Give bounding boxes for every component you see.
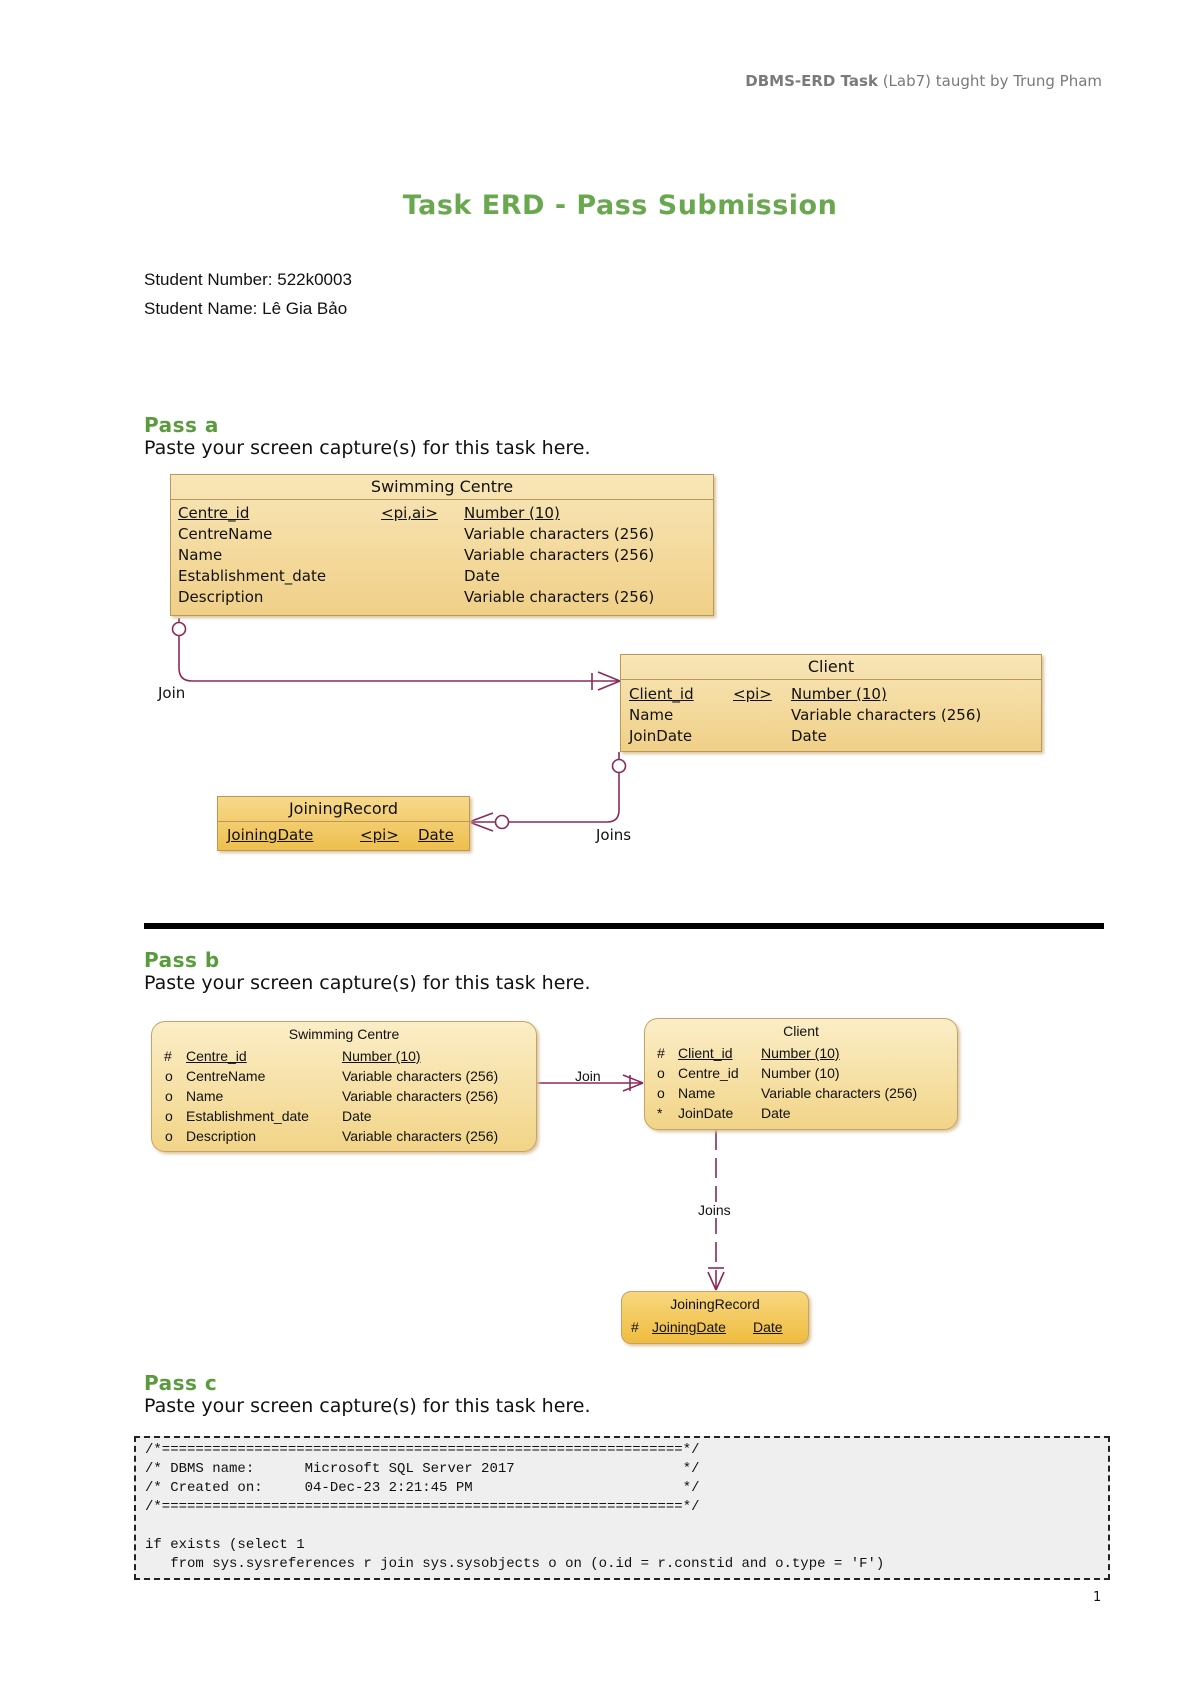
code-line: /* DBMS name: Microsoft SQL Server 2017 */: [145, 1461, 700, 1477]
attr-type: Number (10): [791, 685, 887, 703]
attr-key: <pi>: [360, 826, 399, 844]
sql-script-box: [134, 1436, 1110, 1580]
attr-type: Date: [418, 826, 454, 844]
code-line: /*==============================================================*/: [145, 1499, 700, 1515]
code-line: from sys.sysreferences r join sys.sysobjects o on (o.id = r.constid and o.type = 'F'): [145, 1556, 885, 1572]
attr-type: Number (10): [342, 1048, 421, 1064]
pass-c-heading: Pass c: [144, 1371, 218, 1395]
attr-name: Centre_id: [678, 1065, 739, 1081]
attr-type: Variable characters (256): [761, 1085, 918, 1101]
pass-b-joins-label: Joins: [698, 1202, 731, 1218]
attr-type: Variable characters (256): [791, 706, 982, 724]
entity-title: Swimming Centre: [171, 475, 713, 500]
attr-name: CentreName: [178, 525, 273, 543]
attr-mark: o: [165, 1068, 173, 1084]
header-bold: DBMS-ERD Task: [745, 72, 878, 90]
pass-a-join-label: Join: [158, 684, 186, 702]
attr-name: JoinDate: [629, 727, 693, 745]
pass-a-joiningrecord-entity: [217, 796, 470, 851]
attr-name: Name: [178, 546, 223, 564]
attr-mark: o: [657, 1085, 665, 1101]
attr-mark: #: [164, 1048, 172, 1064]
pass-b-heading: Pass b: [144, 948, 220, 972]
pass-b-join-label: Join: [575, 1068, 601, 1084]
entity-title: Client: [783, 1023, 819, 1039]
code-line: [145, 1517, 1099, 1536]
attr-name: JoiningDate: [227, 826, 314, 844]
entity-title: JoiningRecord: [218, 797, 469, 822]
attr-type: Date: [464, 567, 500, 585]
attr-type: Variable characters (256): [464, 546, 655, 564]
attr-type: Number (10): [761, 1045, 840, 1061]
attr-mark: #: [631, 1319, 639, 1335]
entity-title: Swimming Centre: [288, 1026, 400, 1042]
attr-type: Date: [791, 727, 827, 745]
attr-type: Number (10): [761, 1065, 840, 1081]
attr-mark: o: [165, 1108, 173, 1124]
attr-type: Date: [342, 1108, 372, 1124]
section-divider: [144, 923, 1104, 929]
attr-key: <pi>: [733, 685, 772, 703]
attr-name: Establishment_date: [186, 1108, 309, 1124]
pass-a-client-entity: [620, 654, 1042, 752]
pass-a-joins-line: [469, 752, 626, 831]
attr-type: Variable characters (256): [342, 1128, 499, 1144]
code-line: if exists (select 1: [145, 1537, 305, 1553]
pass-c-note: Paste your screen capture(s) for this task here.: [144, 1395, 591, 1417]
student-number: Student Number: 522k0003: [144, 270, 352, 289]
entity-title: JoiningRecord: [670, 1296, 760, 1312]
attr-name: Name: [186, 1088, 224, 1104]
attr-name: Name: [678, 1085, 716, 1101]
attr-type: Date: [761, 1105, 791, 1121]
student-name: Student Name: Lê Gia Bảo: [144, 299, 348, 318]
attr-type: Variable characters (256): [342, 1068, 499, 1084]
page-number: 1: [1093, 1590, 1102, 1605]
attr-type: Variable characters (256): [464, 525, 655, 543]
code-line: /* Created on: 04-Dec-23 2:21:45 PM */: [145, 1480, 700, 1496]
header-rest: (Lab7) taught by Trung Pham: [877, 72, 1102, 90]
attr-name: Client_id: [678, 1045, 733, 1061]
code-line: /*==============================================================*/: [145, 1442, 700, 1458]
attr-mark: *: [657, 1105, 663, 1121]
attr-mark: o: [165, 1088, 173, 1104]
pass-b-swimming-centre-entity: [151, 1021, 537, 1152]
pass-b-client-entity: [644, 1018, 958, 1130]
attr-type: Date: [753, 1319, 783, 1335]
attr-key: <pi,ai>: [381, 504, 438, 522]
attr-name: Centre_id: [186, 1048, 247, 1064]
pass-a-swimming-centre-entity: [170, 474, 714, 616]
attr-mark: #: [657, 1045, 665, 1061]
attr-name: Description: [178, 588, 264, 606]
page-title: Task ERD - Pass Submission: [402, 190, 838, 221]
attr-type: Variable characters (256): [464, 588, 655, 606]
pass-a-heading: Pass a: [144, 413, 219, 437]
attr-name: CentreName: [186, 1068, 266, 1084]
pass-a-join-line: [173, 618, 621, 690]
attr-name: Client_id: [629, 685, 694, 703]
pass-b-joiningrecord-entity: [621, 1291, 809, 1344]
attr-type: Variable characters (256): [342, 1088, 499, 1104]
pass-a-joins-label: Joins: [596, 826, 632, 844]
attr-mark: o: [657, 1065, 665, 1081]
attr-name: Description: [186, 1128, 257, 1144]
attr-name: Establishment_date: [178, 567, 327, 585]
attr-name: JoinDate: [678, 1105, 734, 1121]
attr-name: Centre_id: [178, 504, 250, 522]
entity-title: Client: [621, 655, 1041, 680]
attr-mark: o: [165, 1128, 173, 1144]
pass-a-note: Paste your screen capture(s) for this task here.: [144, 437, 591, 459]
pass-b-note: Paste your screen capture(s) for this task here.: [144, 972, 591, 994]
attr-name: Name: [629, 706, 674, 724]
attr-name: JoiningDate: [652, 1319, 726, 1335]
attr-type: Number (10): [464, 504, 560, 522]
